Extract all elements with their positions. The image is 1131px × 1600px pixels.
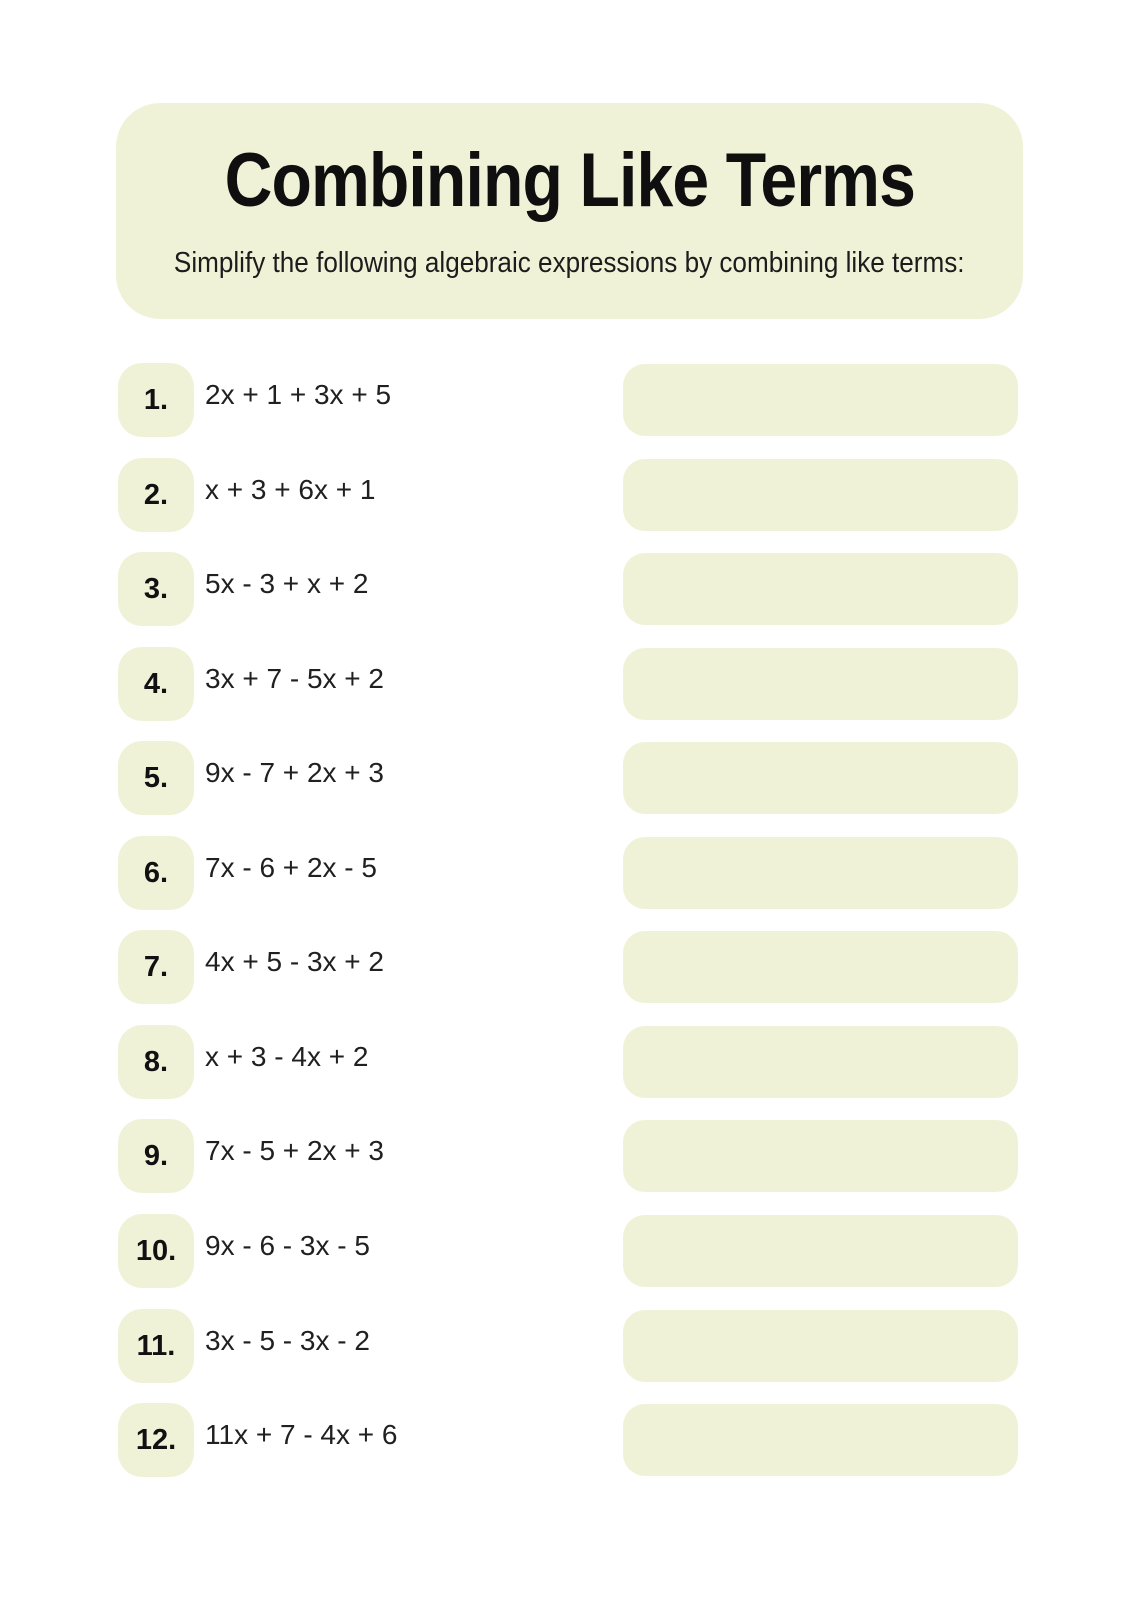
problem-expression: 5x - 3 + x + 2: [205, 568, 369, 599]
problem-number: 5.: [143, 761, 169, 794]
problem-number: 3.: [143, 572, 169, 605]
problem-row: [0, 552, 1131, 627]
problem-number: 11.: [136, 1329, 176, 1362]
page-title-text: Combining Like Terms: [224, 138, 915, 223]
problem-number-badge: [118, 1403, 194, 1477]
answer-box[interactable]: [623, 648, 1018, 720]
problem-number-badge: [118, 1119, 194, 1193]
answer-box[interactable]: [623, 931, 1018, 1003]
problem-row: [0, 741, 1131, 816]
problem-row: [0, 1025, 1131, 1100]
problem-row: [0, 647, 1131, 722]
problem-expression: 7x - 6 + 2x - 5: [205, 852, 377, 883]
problem-number: 7.: [143, 950, 169, 983]
problem-number: 8.: [143, 1045, 169, 1078]
answer-box[interactable]: [623, 459, 1018, 531]
problem-number-badge: [118, 1025, 194, 1099]
problem-number-badge: [118, 647, 194, 721]
problem-number: 2.: [143, 478, 169, 511]
problem-number-badge: [118, 552, 194, 626]
problem-expression: 11x + 7 - 4x + 6: [205, 1419, 398, 1450]
answer-box[interactable]: [623, 837, 1018, 909]
problem-expression: 3x - 5 - 3x - 2: [205, 1325, 370, 1356]
problem-expression: 2x + 1 + 3x + 5: [205, 379, 392, 410]
problem-number-badge: [118, 836, 194, 910]
answer-box[interactable]: [623, 1120, 1018, 1192]
problem-number: 4.: [143, 667, 169, 700]
problem-row: [0, 1403, 1131, 1478]
problem-number-badge: [118, 741, 194, 815]
problem-row: [0, 836, 1131, 911]
problem-row: [0, 930, 1131, 1005]
problem-expression: x + 3 - 4x + 2: [205, 1041, 369, 1072]
problem-expression: 9x - 6 - 3x - 5: [205, 1230, 370, 1261]
problem-row: [0, 1214, 1131, 1289]
worksheet-header: [116, 103, 1023, 319]
problem-number: 9.: [143, 1139, 169, 1172]
problem-number-badge: [118, 458, 194, 532]
problem-number-badge: [118, 1214, 194, 1288]
answer-box[interactable]: [623, 1026, 1018, 1098]
answer-box[interactable]: [623, 742, 1018, 814]
problem-number: 1.: [143, 383, 169, 416]
problem-expression: 9x - 7 + 2x + 3: [205, 757, 384, 788]
page-subtitle-text: Simplify the following algebraic expressions by combining like terms:: [174, 247, 965, 279]
problem-number-badge: [118, 363, 194, 437]
problem-expression: 3x + 7 - 5x + 2: [205, 663, 384, 694]
answer-box[interactable]: [623, 553, 1018, 625]
problem-number: 10.: [135, 1234, 177, 1267]
problem-row: [0, 458, 1131, 533]
problem-row: [0, 1119, 1131, 1194]
problem-number: 6.: [143, 856, 169, 889]
problem-expression: 7x - 5 + 2x + 3: [205, 1135, 384, 1166]
answer-box[interactable]: [623, 1310, 1018, 1382]
problem-number-badge: [118, 1309, 194, 1383]
problem-row: [0, 363, 1131, 438]
answer-box[interactable]: [623, 1404, 1018, 1476]
answer-box[interactable]: [623, 1215, 1018, 1287]
page-title: [116, 137, 1023, 224]
problem-expression: 4x + 5 - 3x + 2: [205, 946, 384, 977]
problem-number-badge: [118, 930, 194, 1004]
problem-expression: x + 3 + 6x + 1: [205, 474, 376, 505]
problem-row: [0, 1309, 1131, 1384]
answer-box[interactable]: [623, 364, 1018, 436]
page-subtitle: [116, 245, 1023, 283]
problem-number: 12.: [135, 1423, 177, 1456]
